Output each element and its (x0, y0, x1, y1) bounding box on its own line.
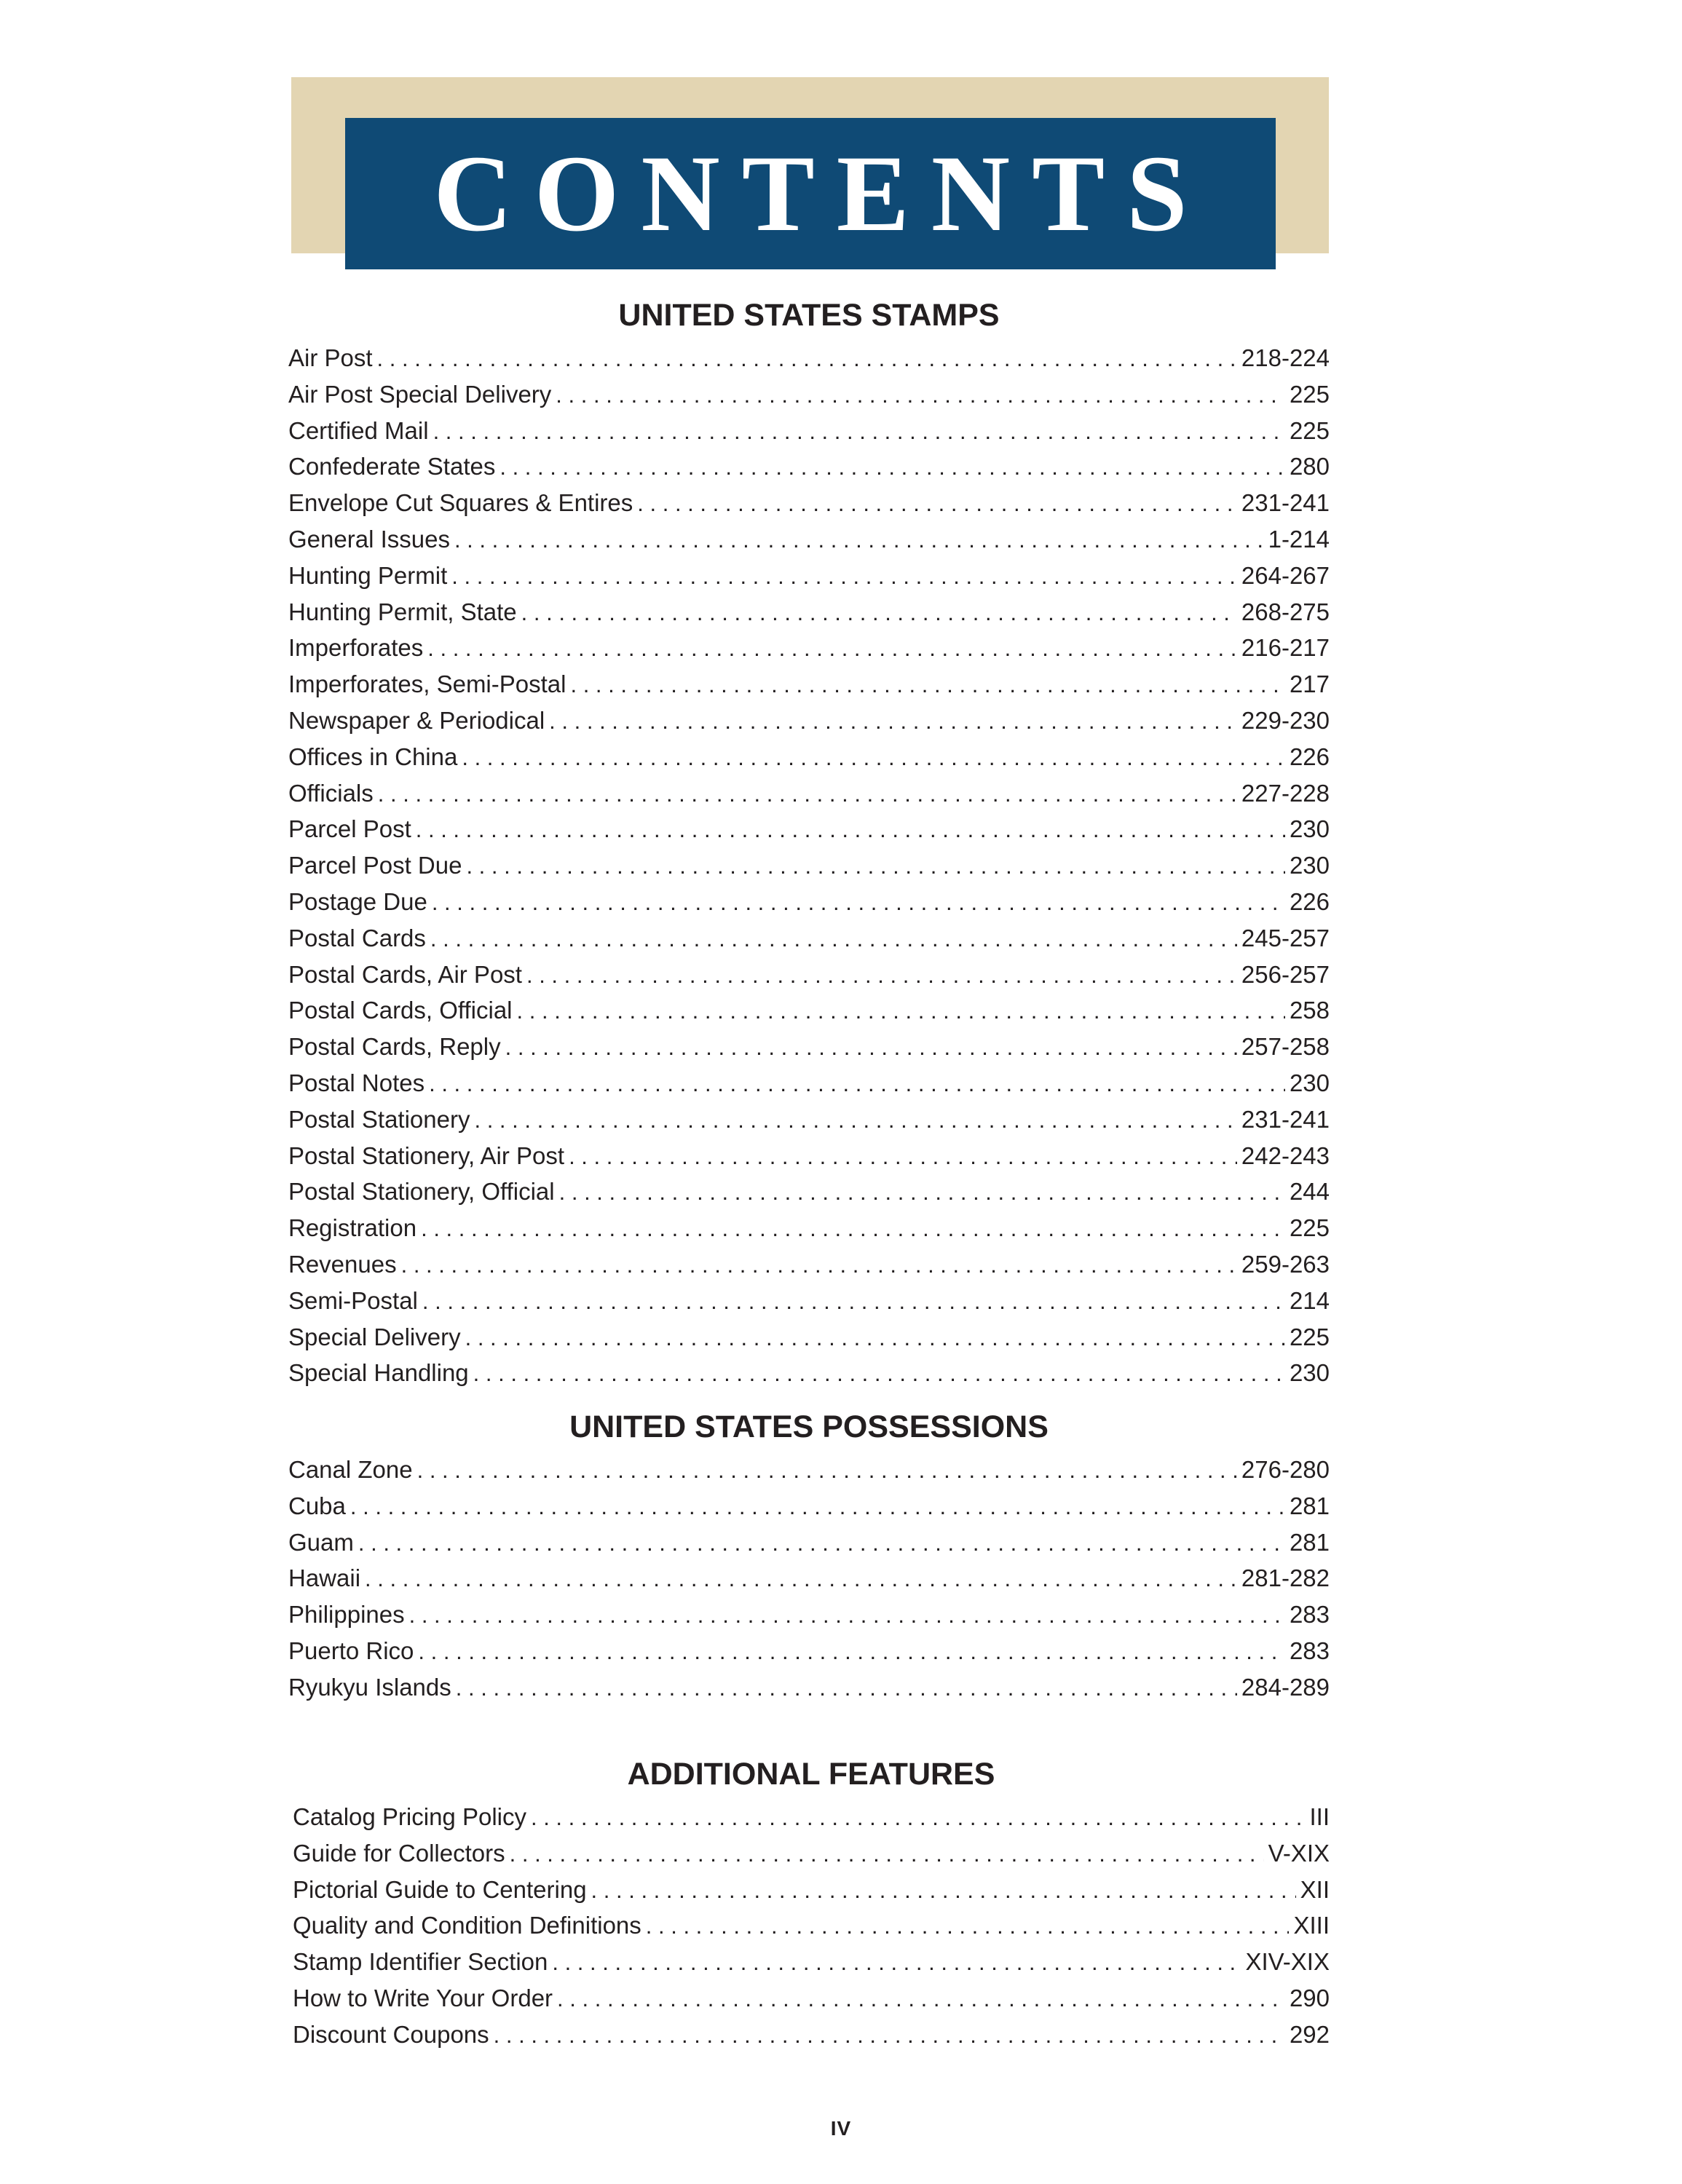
toc-entry-page: 230 (1289, 852, 1330, 879)
dot-leader (466, 848, 1284, 885)
toc-entry (293, 1835, 1330, 1872)
toc-entry (288, 1101, 1330, 1138)
toc-entry-label: Philippines (288, 1601, 405, 1629)
section-us-stamps (288, 293, 1330, 1391)
toc-entry-page: 245-257 (1241, 924, 1330, 951)
toc-entry-page: 244 (1289, 1178, 1330, 1206)
toc-entry (288, 485, 1330, 521)
toc-entry-page: 259-263 (1241, 1250, 1330, 1278)
toc-entry-label: Postal Cards, Reply (288, 1033, 501, 1061)
toc-entry-label: Postal Cards, Official (288, 997, 513, 1024)
toc-entry-label: Hawaii (288, 1564, 361, 1592)
toc-entry-label: Canal Zone (288, 1456, 413, 1483)
toc-entry-page: 290 (1289, 1984, 1330, 2011)
toc-entry-page: 226 (1289, 887, 1330, 915)
toc-entry-label: Postal Stationery (288, 1105, 470, 1133)
toc-entry (288, 775, 1330, 812)
toc-entry-page: 231-241 (1241, 1105, 1330, 1133)
toc-entry-page: 231-241 (1241, 489, 1330, 517)
toc-entry-label: Parcel Post (288, 815, 411, 843)
toc-entry (293, 1799, 1330, 1835)
toc-entry-label: Special Delivery (288, 1323, 461, 1350)
toc-entry-label: Stamp Identifier Section (293, 1948, 548, 1976)
toc-entry-label: Postal Stationery, Official (288, 1178, 555, 1206)
dot-leader (552, 1944, 1241, 1981)
toc-entry-label: Envelope Cut Squares & Entires (288, 489, 633, 517)
toc-entry (288, 1246, 1330, 1283)
toc-entry-page: 230 (1289, 1069, 1330, 1096)
toc-entry-page: 283 (1289, 1601, 1330, 1629)
toc-entry (288, 666, 1330, 703)
toc-entry (288, 992, 1330, 1029)
toc-entry-page: 281 (1289, 1528, 1330, 1556)
toc-entry-page: XIV-XIX (1245, 1948, 1330, 1976)
toc-entry (288, 630, 1330, 666)
toc-entry (288, 884, 1330, 920)
dot-leader (421, 1211, 1285, 1247)
dot-leader (556, 377, 1285, 414)
toc-entry-page: 225 (1289, 380, 1330, 408)
toc-entry-label: Discount Coupons (293, 2020, 489, 2048)
section-heading: ADDITIONAL FEATURES (627, 1757, 995, 1792)
toc-entry (288, 811, 1330, 847)
toc-list (288, 1452, 1330, 1706)
toc-entry-label: Newspaper & Periodical (288, 706, 545, 734)
toc-entry-page: 276-280 (1241, 1456, 1330, 1483)
toc-entry-label: Special Handling (288, 1359, 469, 1387)
toc-entry-label: Postage Due (288, 887, 427, 915)
toc-entry-label: Hunting Permit, State (288, 598, 517, 625)
toc-entry (293, 1872, 1330, 1908)
toc-entry-page: 281 (1289, 1492, 1330, 1519)
dot-leader (377, 341, 1237, 377)
toc-entry-page: 225 (1289, 1214, 1330, 1242)
toc-entry (293, 1980, 1330, 2017)
toc-entry-label: Puerto Rico (288, 1637, 414, 1664)
dot-leader (358, 1525, 1285, 1562)
toc-entry (288, 1138, 1330, 1174)
dot-leader (454, 522, 1264, 558)
dot-leader (409, 1597, 1285, 1634)
dot-leader (646, 1908, 1290, 1944)
toc-entry (288, 1560, 1330, 1597)
toc-entry-label: How to Write Your Order (293, 1984, 553, 2011)
dot-leader (549, 703, 1237, 740)
toc-entry-label: Certified Mail (288, 416, 429, 444)
toc-entry-page: 229-230 (1241, 706, 1330, 734)
dot-leader (417, 1452, 1237, 1489)
dot-leader (456, 1670, 1237, 1706)
dot-leader (432, 885, 1285, 921)
section-additional-features (293, 1752, 1330, 2053)
toc-entry-label: Parcel Post Due (288, 852, 462, 879)
toc-entry (288, 1524, 1330, 1561)
toc-entry-label: Air Post (288, 344, 373, 371)
toc-entry-page: 230 (1289, 1359, 1330, 1387)
toc-entry (288, 847, 1330, 884)
section-heading: UNITED STATES POSSESSIONS (569, 1409, 1049, 1444)
toc-entry-label: Postal Cards (288, 924, 426, 951)
toc-entry (288, 594, 1330, 630)
dot-leader (494, 2017, 1285, 2054)
toc-entry-label: Semi-Postal (288, 1286, 418, 1314)
toc-entry-page: 257-258 (1241, 1033, 1330, 1061)
toc-entry-page: 225 (1289, 416, 1330, 444)
toc-entry-page: 1-214 (1268, 525, 1330, 553)
toc-entry-label: Postal Cards, Air Post (288, 960, 522, 988)
dot-leader (427, 630, 1237, 667)
toc-entry-label: Guide for Collectors (293, 1839, 505, 1867)
toc-entry (288, 1452, 1330, 1488)
toc-entry-page: 214 (1289, 1286, 1330, 1314)
toc-entry-label: Revenues (288, 1250, 397, 1278)
contents-banner (345, 118, 1276, 269)
toc-entry-page: 258 (1289, 997, 1330, 1024)
toc-entry (288, 920, 1330, 957)
toc-entry-page: III (1309, 1803, 1330, 1830)
toc-entry (288, 703, 1330, 739)
toc-entry (288, 413, 1330, 449)
toc-entry (288, 558, 1330, 594)
toc-entry-label: Postal Notes (288, 1069, 425, 1096)
toc-entry (288, 1355, 1330, 1391)
toc-entry-page: 230 (1289, 815, 1330, 843)
toc-entry-page: 226 (1289, 743, 1330, 770)
toc-entry-page: V-XIX (1268, 1839, 1330, 1867)
toc-entry (288, 448, 1330, 485)
toc-entry (288, 1319, 1330, 1356)
toc-entry (288, 1174, 1330, 1210)
toc-entry (293, 1907, 1330, 1944)
toc-entry (288, 1633, 1330, 1669)
toc-entry-page: 280 (1289, 453, 1330, 480)
dot-leader (637, 486, 1237, 522)
section-us-possessions (288, 1405, 1330, 1706)
toc-entry-label: Quality and Condition Definitions (293, 1912, 641, 1939)
toc-list (288, 340, 1330, 1391)
dot-leader (500, 449, 1285, 486)
dot-leader (557, 1981, 1285, 2017)
toc-entry-page: 283 (1289, 1637, 1330, 1664)
toc-entry-page: 216-217 (1241, 634, 1330, 662)
dot-leader (569, 1139, 1237, 1175)
dot-leader (531, 1800, 1306, 1836)
dot-leader (465, 1320, 1285, 1356)
toc-entry-label: Imperforates (288, 634, 424, 662)
dot-leader (521, 595, 1237, 631)
toc-entry (288, 739, 1330, 775)
toc-entry (293, 1944, 1330, 1980)
toc-entry (288, 1669, 1330, 1706)
toc-entry-page: 281-282 (1241, 1564, 1330, 1592)
dot-leader (505, 1029, 1237, 1066)
toc-list (293, 1799, 1330, 2053)
toc-entry-page: 218-224 (1241, 344, 1330, 371)
toc-entry-label: Offices in China (288, 743, 458, 770)
toc-entry (288, 1283, 1330, 1319)
dot-leader (517, 993, 1285, 1029)
toc-entry-page: 242-243 (1241, 1142, 1330, 1169)
toc-entry-label: Officials (288, 779, 374, 807)
toc-entry-page: 264-267 (1241, 561, 1330, 589)
toc-entry-label: Guam (288, 1528, 354, 1556)
dot-leader (378, 776, 1237, 812)
dot-leader (416, 812, 1285, 848)
toc-entry-page: XII (1300, 1875, 1330, 1903)
dot-leader (462, 740, 1285, 776)
toc-entry-label: Catalog Pricing Policy (293, 1803, 526, 1830)
section-heading: UNITED STATES STAMPS (618, 298, 1000, 333)
dot-leader (365, 1561, 1237, 1597)
dot-leader (422, 1283, 1285, 1320)
toc-entry-label: Pictorial Guide to Centering (293, 1875, 587, 1903)
toc-entry-page: 268-275 (1241, 598, 1330, 625)
toc-entry (288, 1488, 1330, 1524)
dot-leader (559, 1174, 1285, 1211)
dot-leader (433, 414, 1285, 450)
dot-leader (510, 1836, 1264, 1872)
toc-entry-page: 217 (1289, 670, 1330, 698)
toc-entry-page: XIII (1293, 1912, 1330, 1939)
toc-entry-label: Registration (288, 1214, 417, 1242)
toc-entry-label: Ryukyu Islands (288, 1673, 451, 1701)
dot-leader (429, 1066, 1285, 1102)
toc-entry (293, 2017, 1330, 2053)
dot-leader (350, 1489, 1285, 1525)
dot-leader (430, 921, 1237, 957)
dot-leader (526, 957, 1237, 994)
toc-entry (288, 521, 1330, 558)
toc-entry-label: Cuba (288, 1492, 346, 1519)
toc-entry-page: 256-257 (1241, 960, 1330, 988)
toc-entry-page: 284-289 (1241, 1673, 1330, 1701)
toc-entry-label: General Issues (288, 525, 450, 553)
toc-entry-page: 225 (1289, 1323, 1330, 1350)
toc-entry (288, 1210, 1330, 1246)
toc-entry-page: 292 (1289, 2020, 1330, 2048)
toc-entry-page: 227-228 (1241, 779, 1330, 807)
toc-entry-label: Air Post Special Delivery (288, 380, 552, 408)
dot-leader (451, 558, 1237, 595)
toc-entry (288, 376, 1330, 413)
toc-entry (288, 1597, 1330, 1633)
dot-leader (570, 667, 1284, 703)
dot-leader (473, 1356, 1285, 1392)
toc-entry-label: Confederate States (288, 453, 496, 480)
toc-entry-label: Postal Stationery, Air Post (288, 1142, 565, 1169)
dot-leader (401, 1247, 1237, 1283)
page-number: IV (830, 2117, 852, 2140)
toc-entry-label: Hunting Permit (288, 561, 448, 589)
toc-entry (288, 340, 1330, 376)
toc-entry-label: Imperforates, Semi-Postal (288, 670, 566, 698)
page-title: CONTENTS (433, 133, 1209, 254)
dot-leader (418, 1634, 1285, 1670)
toc-entry (288, 1029, 1330, 1065)
toc-entry (288, 957, 1330, 993)
dot-leader (591, 1872, 1296, 1909)
toc-entry (288, 1065, 1330, 1101)
dot-leader (474, 1102, 1236, 1139)
